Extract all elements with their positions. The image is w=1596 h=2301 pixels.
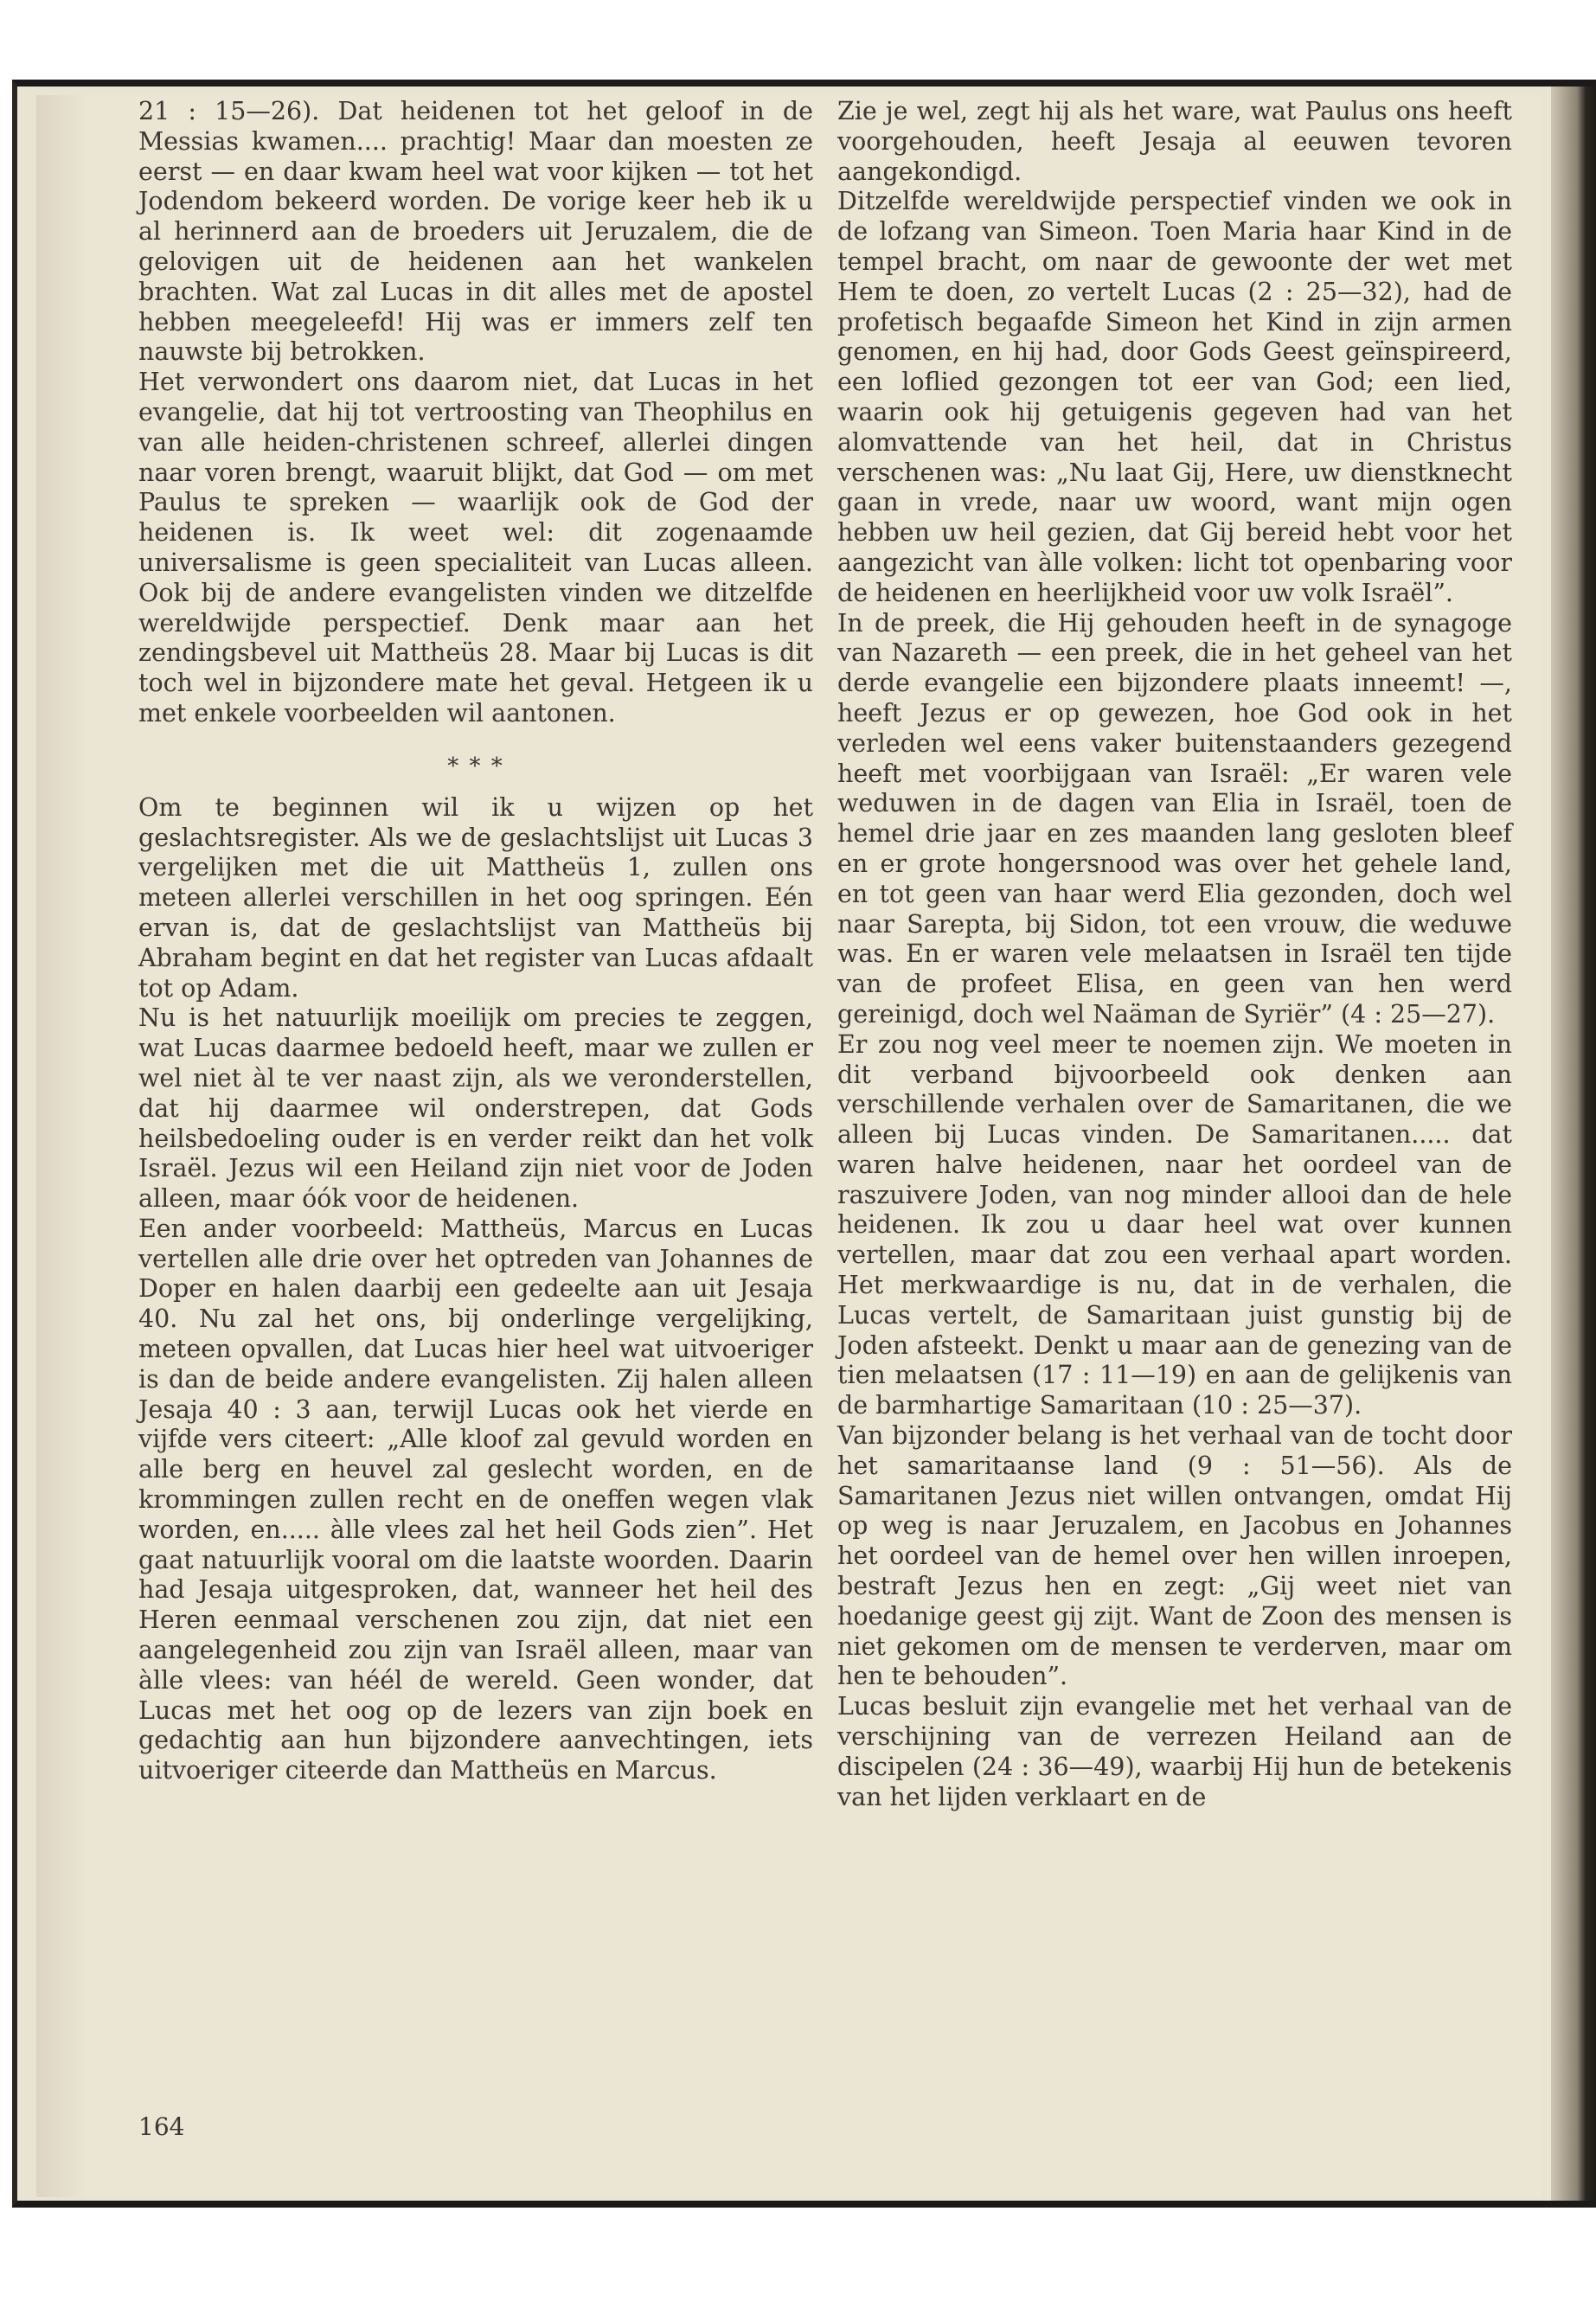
paragraph: Een ander voorbeeld: Mattheüs, Marcus en Lucas vertellen alle drie over het optreden van Johannes de Doper en halen daarbij een gedeelte aan uit Jesaja 40. Nu zal het ons, bij onderlinge vergelijking, meteen opvallen, dat Lucas hier heel wat uitvoeriger is dan de beide andere evangelisten. Zij halen alleen Jesaja 40 : 3 aan, terwijl Lucas ook het vierde en vijfde vers citeert: „Alle kloof zal gevuld worden en alle berg en heuvel zal geslecht worden, en de krommingen zullen recht en de oneffen wegen vlak worden, en..... àlle vlees zal het heil Gods zien”. Het gaat natuurlijk vooral om die laatste woorden. Daarin had Jesaja uitgesproken, dat, wanneer het heil des Heren eenmaal verschenen zou zijn, dat niet een aangelegenheid zou zijn van Israël alleen, maar van àlle vlees: van héél de wereld. Geen wonder, dat Lucas met het oog op de lezers van zijn boek en gedachtig aan hun bijzondere aanvechtingen, iets uitvoeriger citeerde dan Mattheüs en Marcus. [138, 1214, 813, 1785]
paragraph: Ditzelfde wereldwijde perspectief vinden we ook in de lofzang van Simeon. Toen Maria haar Kind in de tempel bracht, om naar de gewoonte der wet met Hem te doen, zo vertelt Lucas (2 : 25—32), had de profetisch begaafde Simeon het Kind in zijn armen genomen, en hij had, door Gods Geest geïnspireerd, een loflied gezongen tot eer van God; een lied, waarin ook hij getuigenis gegeven had van het alomvattende van het heil, dat in Christus verschenen was: „Nu laat Gij, Here, uw dienstknecht gaan in vrede, naar uw woord, want mijn ogen hebben uw heil gezien, dat Gij bereid hebt voor het aangezicht van àlle volken: licht tot openbaring voor de heidenen en heerlijkheid voor uw volk Israël”. [837, 187, 1512, 607]
paragraph: Om te beginnen wil ik u wijzen op het geslachtsregister. Als we de geslachtslijst uit Lucas 3 vergelijken met die uit Mattheüs 1, zullen ons meteen allerlei verschillen in het oog springen. Eén ervan is, dat de geslachtslijst van Mattheüs bij Abraham begint en dat het register van Lucas afdaalt tot op Adam. [138, 792, 813, 1003]
paragraph: Het verwondert ons daarom niet, dat Lucas in het evangelie, dat hij tot vertroosting van Theophilus en van alle heiden-christenen schreef, allerlei dingen naar voren brengt, waaruit blijkt, dat God — om met Paulus te spreken — waarlijk ook de God der heidenen is. Ik weet wel: dit zogenaamde universalisme is geen specialiteit van Lucas alleen. Ook bij de andere evangelisten vinden we ditzelfde wereldwijde perspectief. Denk maar aan het zendingsbevel uit Mattheüs 28. Maar bij Lucas is dit toch wel in bijzondere mate het geval. Hetgeen ik u met enkele voorbeelden wil aantonen. [138, 368, 813, 727]
left-text-column [138, 97, 813, 1786]
book-spine [1551, 87, 1596, 2201]
paragraph: Van bijzonder belang is het verhaal van de tocht door het samaritaanse land (9 : 51—56). Als de Samaritanen Jezus niet willen ontvangen, omdat Hij op weg is naar Jeruzalem, en Jacobus en Johannes het oordeel van de hemel over hen willen inroepen, bestraft Jezus hen en zegt: „Gij weet niet van hoedanige geest gij zijt. Want de Zoon des mensen is niet gekomen om de mensen te verderven, maar om hen te behouden”. [837, 1421, 1512, 1691]
paragraph: Nu is het natuurlijk moeilijk om precies te zeggen, wat Lucas daarmee bedoeld heeft, maar we zullen er wel niet àl te ver naast zijn, als we veronderstellen, dat hij daarmee wil onderstrepen, dat Gods heilsbedoeling ouder is en verder reikt dan het volk Israël. Jezus wil een Heiland zijn niet voor de Joden alleen, maar óók voor de heidenen. [138, 1003, 813, 1214]
paragraph: Lucas besluit zijn evangelie met het verhaal van de verschijning van de verrezen Heiland aan de discipelen (24 : 36—49), waarbij Hij hun de betekenis van het lijden verklaart en de [837, 1692, 1512, 1811]
paragraph: Zie je wel, zegt hij als het ware, wat Paulus ons heeft voorgehouden, heeft Jesaja al eeuwen tevoren aangekondigd. [837, 97, 1512, 186]
paragraph: Er zou nog veel meer te noemen zijn. We moeten in dit verband bijvoorbeeld ook denken aan verschillende verhalen over de Samaritanen, die we alleen bij Lucas vinden. De Samaritanen..... dat waren halve heidenen, naar het oordeel van de raszuivere Joden, van nog minder allooi dan de hele heidenen. Ik zou u daar heel wat over kunnen vertellen, maar dat zou een verhaal apart worden. Het merkwaardige is nu, dat in de verhalen, die Lucas vertelt, de Samaritaan juist gunstig bij de Joden afsteekt. Denkt u maar aan de genezing van de tien melaatsen (17 : 11—19) en aan de gelijkenis van de barmhartige Samaritaan (10 : 25—37). [837, 1029, 1512, 1420]
section-separator: * * * [447, 753, 504, 779]
right-text-column [837, 97, 1512, 1812]
paragraph: In de preek, die Hij gehouden heeft in de synagoge van Nazareth — een preek, die in het geheel van het derde evangelie een bijzondere plaats inneemt! —, heeft Jezus er op gewezen, hoe God ook in het verleden wel eens vaker buitenstaanders gezegend heeft met voorbijgaan van Israël: „Er waren vele weduwen in de dagen van Elia in Israël, toen de hemel drie jaar en zes maanden lang gesloten bleef en er grote hongersnood was over het gehele land, en tot geen van haar werd Elia gezonden, doch wel naar Sarepta, bij Sidon, tot een vrouw, die weduwe was. En er waren vele melaatsen in Israël ten tijde van de profeet Elisa, en geen van hen werd gereinigd, doch wel Naäman de Syriër” (4 : 25—27). [837, 608, 1512, 1029]
page-number: 164 [138, 2112, 185, 2141]
paragraph: 21 : 15—26). Dat heidenen tot het geloof in de Messias kwamen.... prachtig! Maar dan moesten ze eerst — en daar kwam heel wat voor kijken — tot het Jodendom bekeerd worden. De vorige keer heb ik u al herinnerd aan de broeders uit Jeruzalem, die de gelovigen uit de heidenen aan het wankelen brachten. Wat zal Lucas in dit alles met de apostel hebben meegeleefd! Hij was er immers zelf ten nauwste bij betrokken. [138, 97, 813, 367]
